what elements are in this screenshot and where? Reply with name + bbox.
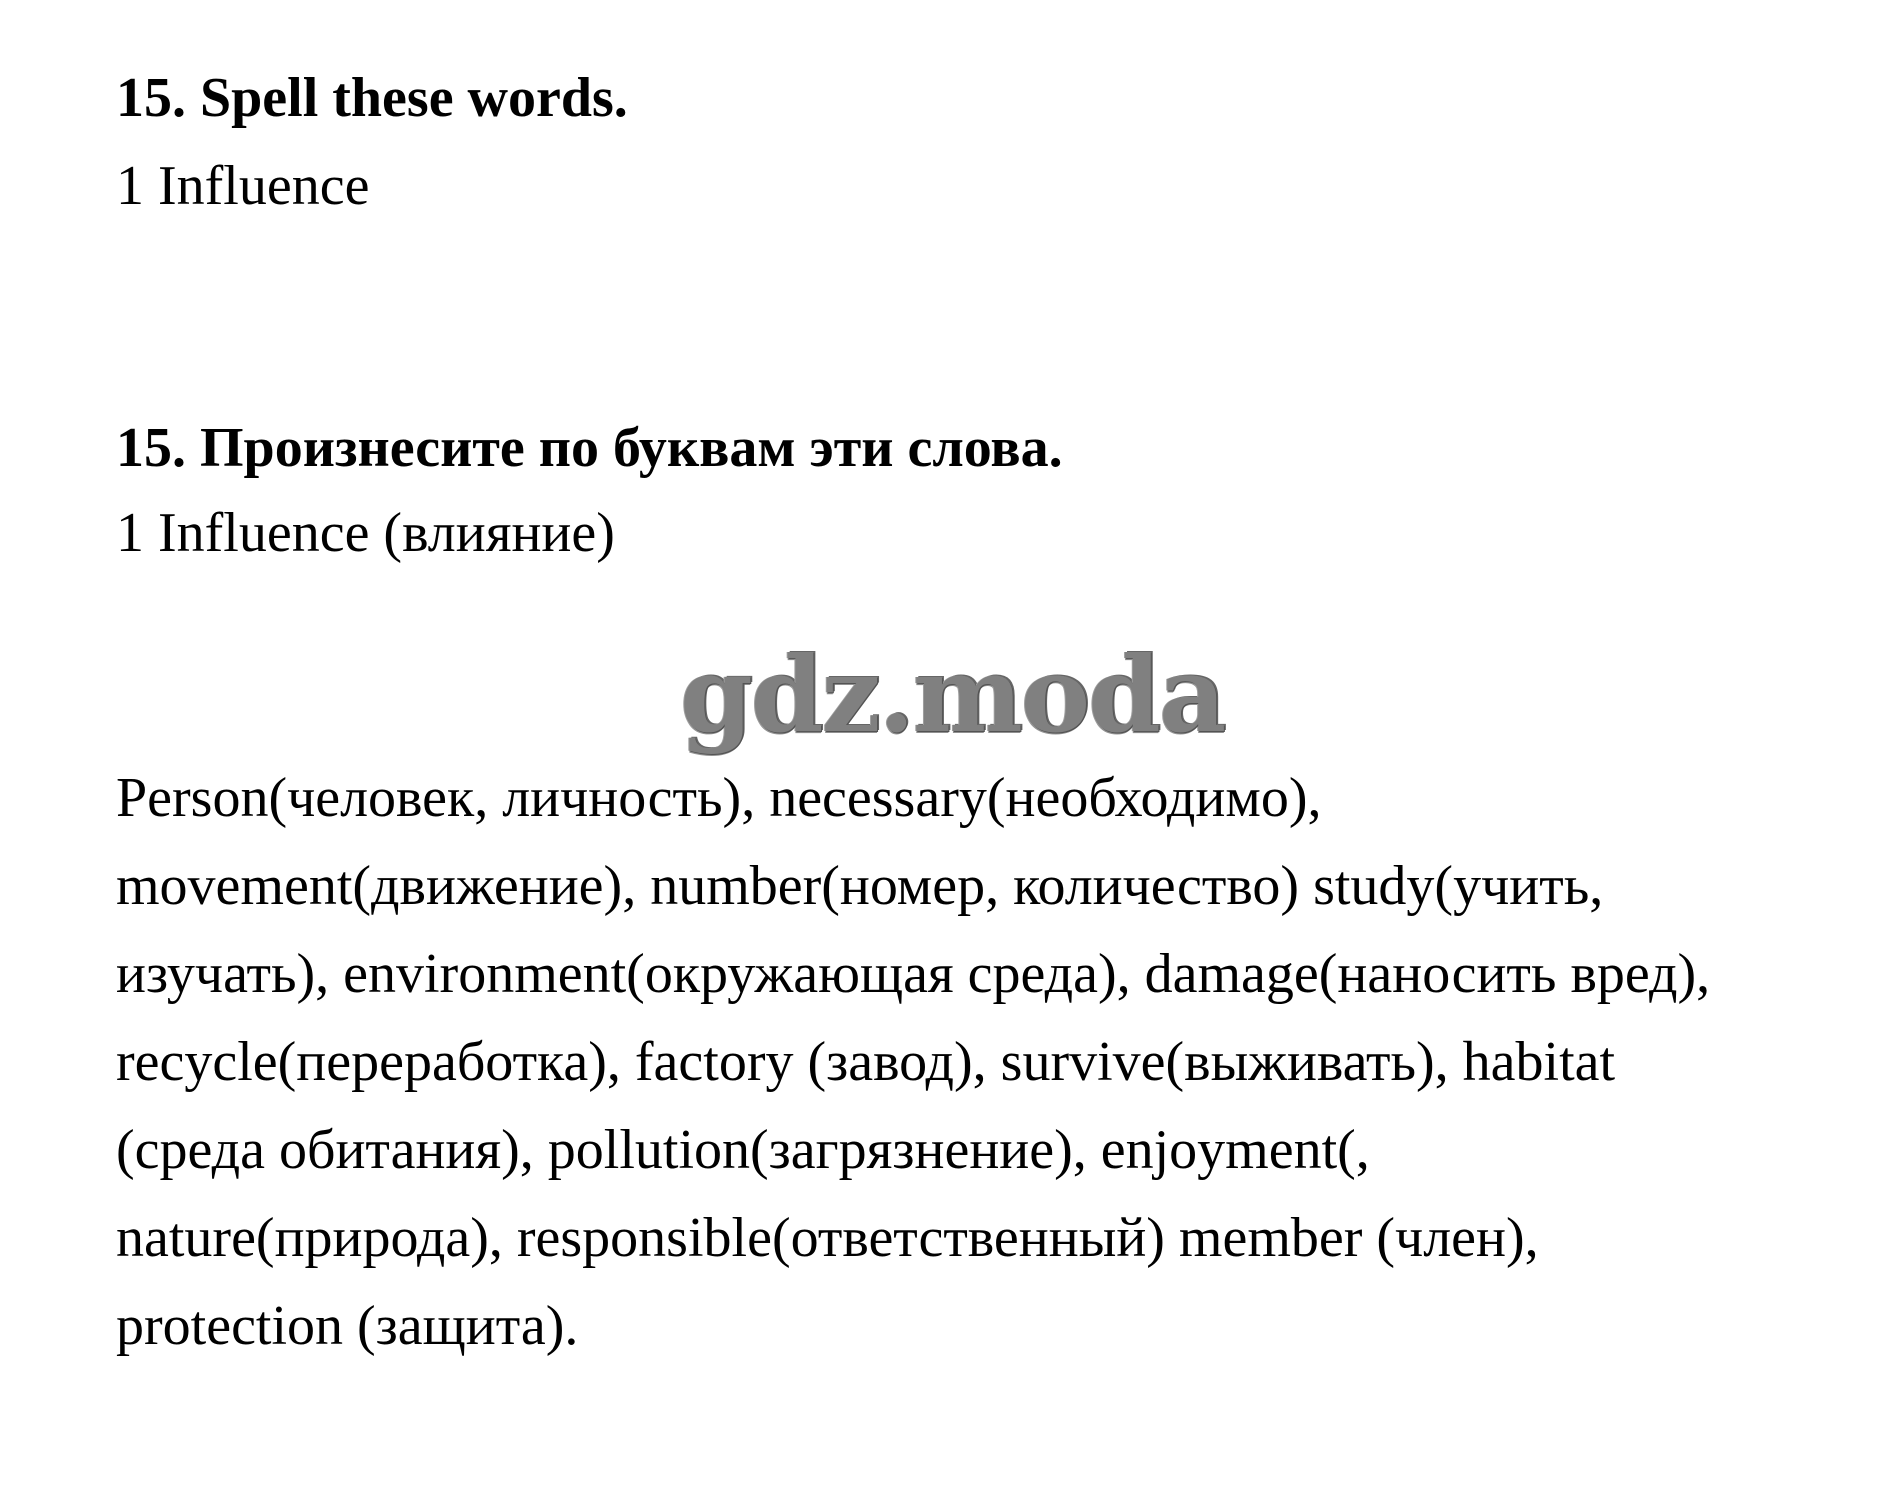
exercise-heading-russian: 15. Произнесите по буквам эти слова. — [116, 417, 1063, 479]
vocabulary-line: protection (защита). — [116, 1295, 579, 1357]
vocabulary-line: movement(движение), number(номер, количество) study(учить, — [116, 855, 1604, 917]
vocabulary-paragraph — [116, 754, 1796, 1370]
vocabulary-line: Person(человек, личность), necessary(необходимо), — [116, 767, 1322, 829]
exercise-item-russian: 1 Influence (влияние) — [116, 502, 615, 564]
vocabulary-line: nature(природа), responsible(ответственный) member (член), — [116, 1207, 1539, 1269]
exercise-heading-english: 15. Spell these words. — [116, 67, 628, 129]
watermark-logo: gdz.moda — [680, 633, 1225, 756]
vocabulary-line: recycle(переработка), factory (завод), survive(выживать), habitat — [116, 1031, 1616, 1093]
vocabulary-line: изучать), environment(окружающая среда), damage(наносить вред), — [116, 943, 1711, 1005]
vocabulary-line: (среда обитания), pollution(загрязнение), enjoyment(, — [116, 1119, 1370, 1181]
exercise-item-english: 1 Influence — [116, 155, 370, 217]
